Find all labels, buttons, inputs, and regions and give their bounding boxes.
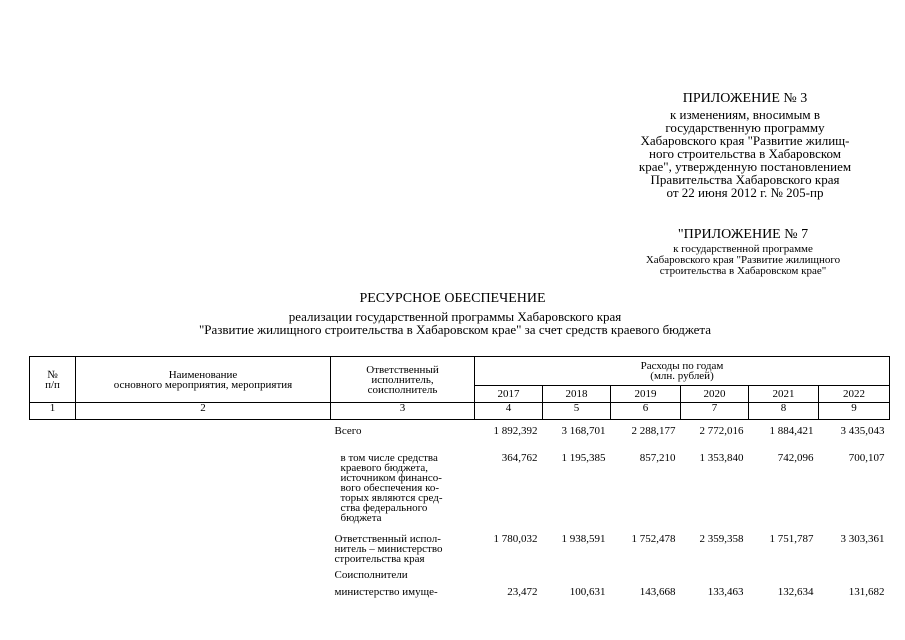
row-value: 132,634 — [777, 586, 814, 598]
row-value — [681, 564, 749, 580]
row-label-line: нитель – министерство — [334, 543, 443, 555]
row-value: 1 752,478 — [631, 533, 676, 545]
column-number: 7 — [681, 403, 749, 420]
appendix-3-line: от 22 июня 2012 г. № 205-пр — [666, 185, 824, 200]
appendix-3-line: государственную программу — [665, 120, 825, 135]
column-number: 5 — [543, 403, 611, 420]
column-number: 4 — [475, 403, 543, 420]
appendix-3-line: крае", утвержденную постановлением — [638, 159, 852, 174]
row-value: 143,668 — [639, 586, 676, 598]
header-name — [76, 357, 331, 403]
appendix-7-line: к государственной программе — [673, 243, 813, 255]
header-executor-line: Ответственный — [366, 363, 439, 376]
appendix-7-line: строительства в Хабаровском крае" — [659, 265, 827, 277]
table-row — [30, 436, 890, 523]
header-year: 2021 — [749, 386, 819, 403]
document-title: РЕСУРСНОЕ ОБЕСПЕЧЕНИЕ — [359, 291, 546, 306]
column-number: 9 — [819, 403, 890, 420]
row-value — [543, 564, 611, 580]
row-value: 100,631 — [569, 586, 606, 598]
column-number: 3 — [331, 403, 475, 420]
row-label-line: строительства края — [334, 553, 425, 565]
header-num-line: п/п — [45, 378, 60, 391]
column-number: 2 — [76, 403, 331, 420]
row-value: 364,762 — [501, 452, 538, 464]
row-value: 700,107 — [848, 452, 885, 464]
table-row — [30, 523, 890, 564]
row-value: 1 780,032 — [493, 533, 538, 545]
row-value: 1 353,840 — [699, 452, 744, 464]
column-number-row — [30, 403, 890, 420]
row-value — [611, 564, 681, 580]
row-label-line: в том числе средства — [340, 452, 438, 464]
appendix-3-line: Хабаровского края "Развитие жилищ- — [640, 133, 850, 148]
header-name-line: основного мероприятия, мероприятия — [113, 378, 293, 391]
row-value: 3 435,043 — [840, 425, 885, 437]
row-label-line: вого обеспечения ко- — [340, 482, 440, 494]
row-value: 1 884,421 — [769, 425, 814, 437]
row-value: 1 938,591 — [561, 533, 606, 545]
row-value: 2 288,177 — [631, 425, 676, 437]
header-executor — [331, 357, 475, 403]
appendix-7-block — [628, 226, 858, 277]
header-expenses-line: Расходы по годам — [640, 360, 724, 372]
appendix-3-line: Правительства Хабаровского края — [650, 172, 840, 187]
header-num — [30, 357, 76, 403]
appendix-3-line: ного строительства в Хабаровском — [649, 146, 841, 161]
header-num-line: № — [47, 368, 58, 381]
row-label — [331, 436, 475, 523]
header-year: 2019 — [611, 386, 681, 403]
header-expenses-line: (млн. рублей) — [650, 370, 714, 382]
column-number: 6 — [611, 403, 681, 420]
appendix-7-title: "ПРИЛОЖЕНИЕ № 7 — [677, 227, 809, 242]
row-label-line: краевого бюджета, — [340, 462, 428, 474]
row-value: 133,463 — [707, 586, 744, 598]
row-label-line: министерство имуще- — [334, 586, 438, 598]
appendix-7-line: Хабаровского края "Развитие жилищного — [645, 254, 841, 266]
row-value: 2 359,358 — [699, 533, 744, 545]
row-value — [819, 564, 890, 580]
header-name-line: Наименование — [168, 368, 238, 381]
header-expenses — [475, 357, 890, 386]
row-label — [331, 564, 475, 580]
row-label-line: ства федерального — [340, 502, 428, 514]
appendix-3-title: ПРИЛОЖЕНИЕ № 3 — [682, 91, 808, 106]
header-year: 2020 — [681, 386, 749, 403]
row-label-line: Соисполнители — [334, 569, 408, 581]
header-year: 2017 — [475, 386, 543, 403]
row-value: 742,096 — [777, 452, 814, 464]
appendix-3-line: к изменениям, вносимым в — [669, 107, 821, 122]
row-label-line: Всего — [334, 425, 362, 437]
column-number: 8 — [749, 403, 819, 420]
row-value: 1 751,787 — [769, 533, 814, 545]
row-label — [331, 523, 475, 564]
row-value: 131,682 — [848, 586, 885, 598]
row-value: 857,210 — [639, 452, 676, 464]
document-subtitle — [115, 310, 795, 336]
row-label-line: бюджета — [340, 512, 382, 524]
row-value — [475, 564, 543, 580]
row-label-line: Ответственный испол- — [334, 533, 441, 545]
row-label-line: торых являются сред- — [340, 492, 443, 504]
row-value: 3 168,701 — [561, 425, 606, 437]
header-executor-line: соисполнитель — [367, 383, 438, 396]
header-executor-line: исполнитель, — [371, 373, 434, 386]
row-value: 1 195,385 — [561, 452, 606, 464]
row-value: 23,472 — [507, 586, 538, 598]
table-row — [30, 580, 890, 597]
row-value — [749, 564, 819, 580]
row-label — [331, 580, 475, 597]
appendix-3-block — [610, 90, 880, 199]
header-year: 2022 — [819, 386, 890, 403]
row-value: 1 892,392 — [493, 425, 538, 437]
subtitle-line: реализации государственной программы Хабаровского края — [288, 309, 622, 324]
subtitle-line: "Развитие жилищного строительства в Хабаровском крае" за счет средств краевого бюджета — [198, 322, 712, 337]
column-number: 1 — [30, 403, 76, 420]
row-label-line: источником финансо- — [340, 472, 442, 484]
table-row — [30, 564, 890, 580]
row-label — [331, 420, 475, 437]
resource-table — [29, 356, 890, 597]
header-year: 2018 — [543, 386, 611, 403]
table-row — [30, 420, 890, 437]
row-value: 3 303,361 — [840, 533, 885, 545]
row-value: 2 772,016 — [699, 425, 744, 437]
